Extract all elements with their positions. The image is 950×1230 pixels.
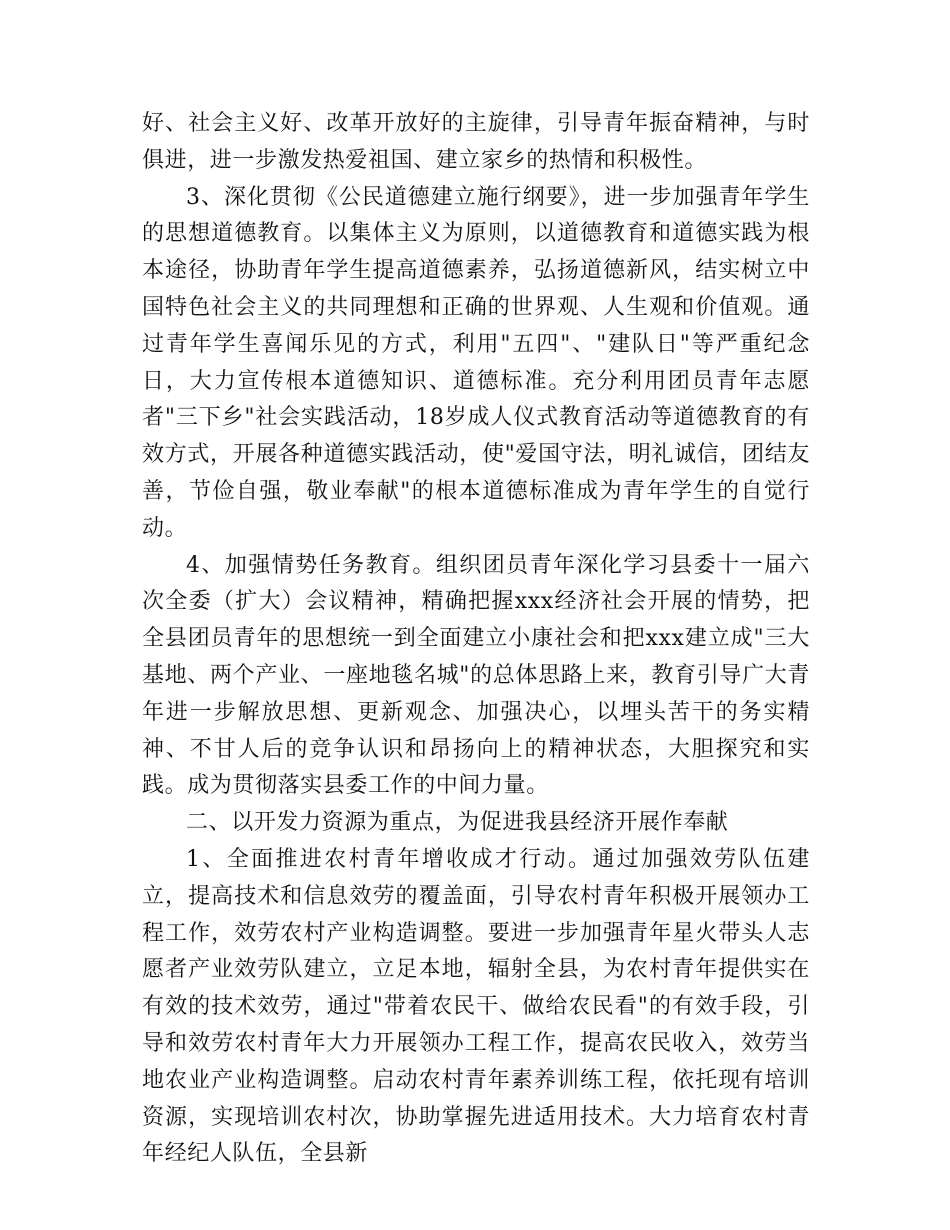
document-body bbox=[142, 106, 810, 1173]
paragraph-continuation: 好、社会主义好、改革开放好的主旋律，引导青年振奋精神，与时俱进，进一步激发热爱祖国、建立家乡的热情和积极性。 bbox=[142, 111, 810, 173]
paragraph-item-2-1: 1、全面推进农村青年增收成才行动。通过加强效劳队伍建立，提高技术和信息效劳的覆盖面，引导农村青年积极开展领办工程工作，效劳农村产业构造调整。要进一步加强青年星火带头人志愿者产业效劳队建立，立足本地，辐射全县，为农村青年提供实在有效的技术效劳，通过"带着农民干、做给农民看"的有效手段，引导和效劳农村青年大力开展领办工程工作，提高农民收入，效劳当地农业产业构造调整。启动农村青年素养训练工程，依托现有培训资源，实现培训农村次，协助掌握先进适用技术。大力培育农村青年经纪人队伍，全县新 bbox=[142, 846, 810, 1167]
section-heading-2: 二、以开发力资源为重点，为促进我县经济开展作奉献 bbox=[186, 810, 729, 836]
paragraph-item-3: 3、深化贯彻《公民道德建立施行纲要》，进一步加强青年学生的思想道德教育。以集体主义为原则，以道德教育和道德实践为根本途径，协助青年学生提高道德素养，弘扬道德新风，结实树立中国特色社会主义的共同理想和正确的世界观、人生观和价值观。通过青年学生喜闻乐见的方式，利用"五四"、"建队日"等严重纪念日，大力宣传根本道德知识、道德标准。充分利用团员青年志愿者"三下乡"社会实践活动，18岁成人仪式教育活动等道德教育的有效方式，开展各种道德实践活动，使"爱国守法，明礼诚信，团结友善，节俭自强，敬业奉献"的根本道德标准成为青年学生的自觉行动。 bbox=[142, 184, 810, 541]
paragraph-item-4: 4、加强情势任务教育。组织团员青年深化学习县委十一届六次全委（扩大）会议精神，精确把握xxx经济社会开展的情势，把全县团员青年的思想统一到全面建立小康社会和把xxx建立成"三大基地、两个产业、一座地毯名城"的总体思路上来，教育引导广大青年进一步解放思想、更新观念、加强决心，以埋头苦干的务实精神、不甘人后的竞争认识和昂扬向上的精神状态，大胆探究和实践。成为贯彻落实县委工作的中间力量。 bbox=[142, 552, 810, 799]
